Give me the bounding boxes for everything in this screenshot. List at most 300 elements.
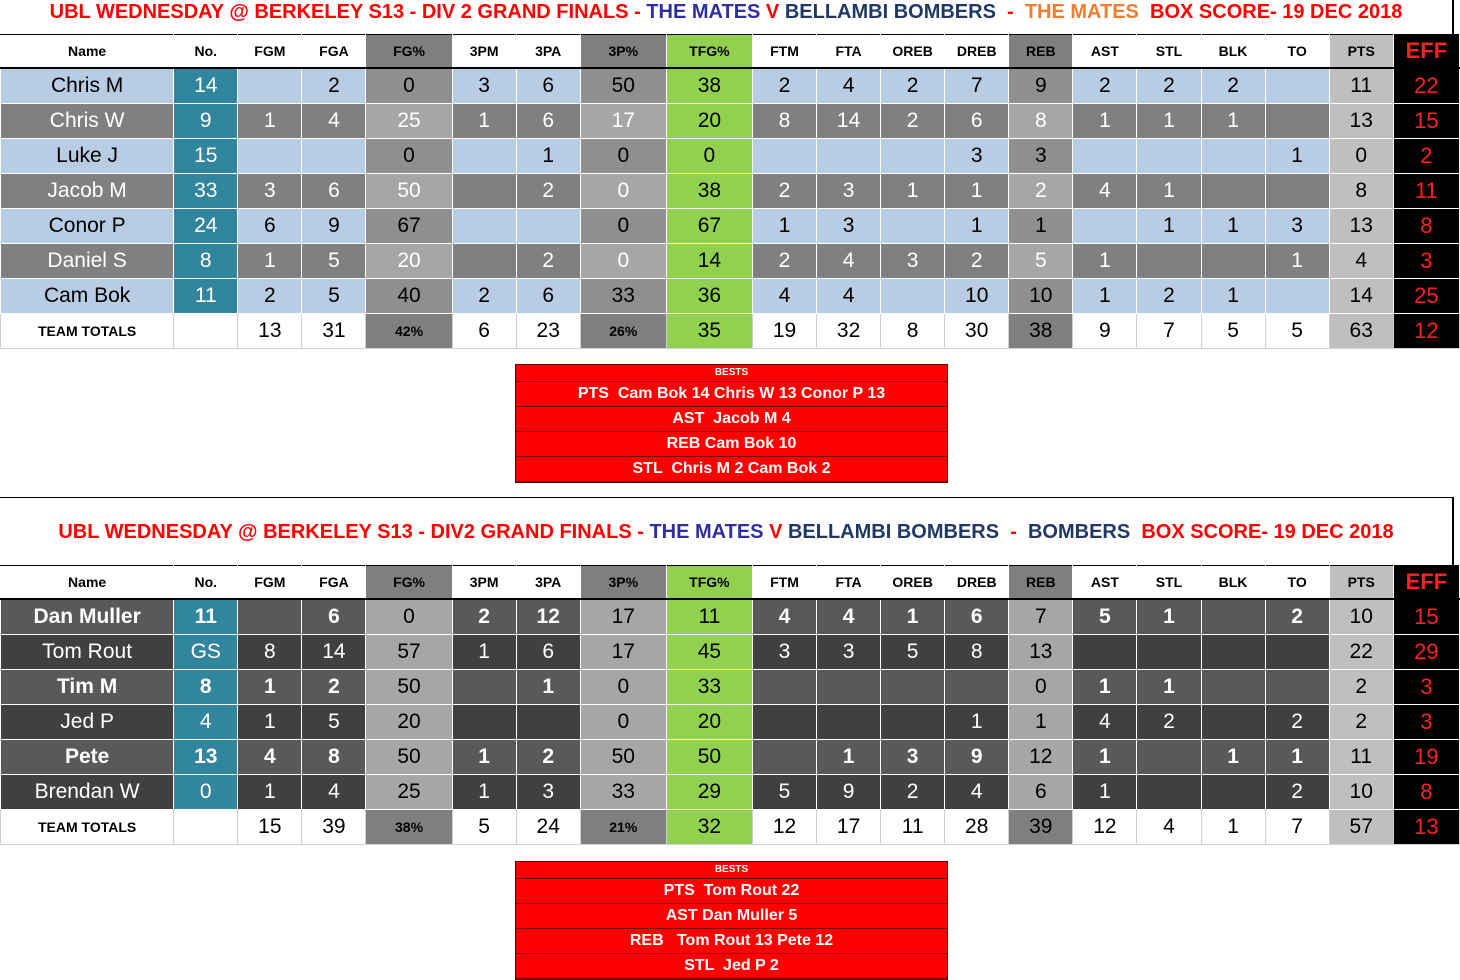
column-header-name: Name bbox=[1, 566, 174, 600]
stat-dreb: 9 bbox=[945, 740, 1009, 775]
player-row bbox=[1, 174, 1460, 209]
stat-dreb: 1 bbox=[945, 174, 1009, 209]
bests-header: BESTS bbox=[516, 862, 947, 879]
stat-fga: 2 bbox=[302, 68, 366, 104]
stat-fga: 5 bbox=[302, 244, 366, 279]
stat-3p: 17 bbox=[580, 599, 666, 635]
stat-fga: 8 bbox=[302, 740, 366, 775]
stat-3p: 0 bbox=[580, 139, 666, 174]
title-prefix: UBL WEDNESDAY @ BERKELEY S13 - DIV 2 GRAND FINALS - bbox=[49, 1, 647, 23]
stat-ast: 1 bbox=[1073, 279, 1137, 314]
bests-line: STL Chris M 2 Cam Bok 2 bbox=[516, 457, 947, 482]
stat-reb: 7 bbox=[1009, 599, 1073, 635]
total-to: 7 bbox=[1265, 810, 1329, 845]
total-3pm: 5 bbox=[452, 810, 516, 845]
stat-pts: 10 bbox=[1329, 599, 1393, 635]
player-name: Conor P bbox=[1, 209, 174, 244]
player-name: Jed P bbox=[1, 705, 174, 740]
total-fgm: 15 bbox=[238, 810, 302, 845]
stat-no: 8 bbox=[174, 670, 238, 705]
stat-eff: 22 bbox=[1393, 68, 1459, 104]
header-row bbox=[1, 566, 1460, 600]
stat-stl: 2 bbox=[1137, 68, 1201, 104]
total-fga: 39 bbox=[302, 810, 366, 845]
stat-dreb bbox=[945, 670, 1009, 705]
stat-fgm: 4 bbox=[238, 740, 302, 775]
stat-3pm: 2 bbox=[452, 599, 516, 635]
stat-ftm: 5 bbox=[752, 775, 816, 810]
stat-oreb bbox=[881, 209, 945, 244]
total-3pa: 24 bbox=[516, 810, 580, 845]
stat-stl bbox=[1137, 244, 1201, 279]
stat-eff: 15 bbox=[1393, 599, 1459, 635]
stat-3pa: 6 bbox=[516, 104, 580, 139]
column-header-3pm: 3PM bbox=[452, 35, 516, 69]
column-header-ast: AST bbox=[1073, 566, 1137, 600]
stat-no: 14 bbox=[174, 68, 238, 104]
total-ast: 9 bbox=[1073, 314, 1137, 349]
stat-oreb bbox=[881, 670, 945, 705]
title-bombers: BELLAMBI BOMBERS bbox=[784, 1, 996, 23]
stat-tfg: 38 bbox=[666, 174, 752, 209]
stat-reb: 0 bbox=[1009, 670, 1073, 705]
stat-no: GS bbox=[174, 635, 238, 670]
header-row bbox=[1, 35, 1460, 69]
stat-fg: 20 bbox=[366, 244, 452, 279]
stat-fta: 14 bbox=[817, 104, 881, 139]
bests-line: PTS Cam Bok 14 Chris W 13 Conor P 13 bbox=[516, 382, 947, 407]
stat-pts: 4 bbox=[1329, 244, 1393, 279]
column-header-fga: FGA bbox=[302, 566, 366, 600]
stat-eff: 8 bbox=[1393, 775, 1459, 810]
total-fta: 32 bbox=[817, 314, 881, 349]
total-ftm: 19 bbox=[752, 314, 816, 349]
stat-no: 8 bbox=[174, 244, 238, 279]
stat-ftm: 3 bbox=[752, 635, 816, 670]
stat-tfg: 11 bbox=[666, 599, 752, 635]
total-3p: 21% bbox=[580, 810, 666, 845]
stat-blk bbox=[1201, 174, 1265, 209]
stat-3p: 0 bbox=[580, 670, 666, 705]
stat-ast: 1 bbox=[1073, 104, 1137, 139]
stat-tfg: 38 bbox=[666, 68, 752, 104]
stat-stl bbox=[1137, 775, 1201, 810]
team-totals-label: TEAM TOTALS bbox=[1, 314, 174, 349]
stat-oreb: 1 bbox=[881, 599, 945, 635]
player-row bbox=[1, 209, 1460, 244]
stat-to bbox=[1265, 68, 1329, 104]
stat-stl: 1 bbox=[1137, 174, 1201, 209]
stat-to: 2 bbox=[1265, 705, 1329, 740]
column-header-blk: BLK bbox=[1201, 566, 1265, 600]
stat-stl: 1 bbox=[1137, 209, 1201, 244]
stat-fga: 4 bbox=[302, 104, 366, 139]
stat-blk: 1 bbox=[1201, 279, 1265, 314]
stat-3pm bbox=[452, 244, 516, 279]
stat-dreb: 6 bbox=[945, 599, 1009, 635]
stat-3p: 50 bbox=[580, 740, 666, 775]
stat-ftm: 8 bbox=[752, 104, 816, 139]
stat-no: 9 bbox=[174, 104, 238, 139]
stat-oreb bbox=[881, 705, 945, 740]
total-fgm: 13 bbox=[238, 314, 302, 349]
stat-fta: 1 bbox=[817, 740, 881, 775]
stat-blk bbox=[1201, 775, 1265, 810]
stat-no: 33 bbox=[174, 174, 238, 209]
stat-ast: 1 bbox=[1073, 740, 1137, 775]
column-header-fta: FTA bbox=[817, 35, 881, 69]
player-name: Jacob M bbox=[1, 174, 174, 209]
stat-oreb: 3 bbox=[881, 244, 945, 279]
stat-fgm: 8 bbox=[238, 635, 302, 670]
stat-ftm bbox=[752, 705, 816, 740]
stat-fg: 50 bbox=[366, 174, 452, 209]
stat-fta: 4 bbox=[817, 599, 881, 635]
column-header-name: Name bbox=[1, 35, 174, 69]
stat-3pm: 1 bbox=[452, 635, 516, 670]
player-row bbox=[1, 104, 1460, 139]
stat-eff: 3 bbox=[1393, 705, 1459, 740]
stat-ast bbox=[1073, 209, 1137, 244]
player-row bbox=[1, 635, 1460, 670]
column-header-eff: EFF bbox=[1393, 566, 1459, 600]
stat-fgm: 1 bbox=[238, 104, 302, 139]
column-header-pts: PTS bbox=[1329, 35, 1393, 69]
column-header-no: No. bbox=[174, 566, 238, 600]
stat-no: 11 bbox=[174, 599, 238, 635]
stat-dreb: 8 bbox=[945, 635, 1009, 670]
stat-reb: 1 bbox=[1009, 705, 1073, 740]
stat-to: 2 bbox=[1265, 599, 1329, 635]
stat-eff: 8 bbox=[1393, 209, 1459, 244]
stat-blk bbox=[1201, 670, 1265, 705]
stat-stl bbox=[1137, 740, 1201, 775]
stat-fgm: 1 bbox=[238, 244, 302, 279]
stat-3pm bbox=[452, 209, 516, 244]
box-score-table-bombers bbox=[0, 565, 1460, 845]
stat-fgm bbox=[238, 68, 302, 104]
player-row bbox=[1, 775, 1460, 810]
stat-pts: 14 bbox=[1329, 279, 1393, 314]
stat-ftm: 1 bbox=[752, 209, 816, 244]
column-header-fgm: FGM bbox=[238, 566, 302, 600]
stat-fta: 4 bbox=[817, 244, 881, 279]
stat-3pm: 1 bbox=[452, 740, 516, 775]
stat-fta: 3 bbox=[817, 209, 881, 244]
stat-no: 0 bbox=[174, 775, 238, 810]
total-fg: 38% bbox=[366, 810, 452, 845]
stat-fga: 6 bbox=[302, 599, 366, 635]
stat-tfg: 33 bbox=[666, 670, 752, 705]
stat-oreb: 2 bbox=[881, 104, 945, 139]
stat-3p: 17 bbox=[580, 635, 666, 670]
divider bbox=[1452, 0, 1454, 34]
stat-ast bbox=[1073, 635, 1137, 670]
stat-ast: 1 bbox=[1073, 670, 1137, 705]
title-v: V bbox=[763, 521, 788, 543]
stat-3p: 33 bbox=[580, 775, 666, 810]
stat-fg: 50 bbox=[366, 740, 452, 775]
stat-reb: 10 bbox=[1009, 279, 1073, 314]
stat-oreb bbox=[881, 279, 945, 314]
stat-blk bbox=[1201, 635, 1265, 670]
column-header-fta: FTA bbox=[817, 566, 881, 600]
column-header-tfg: TFG% bbox=[666, 35, 752, 69]
stat-ftm: 4 bbox=[752, 599, 816, 635]
stat-no: 13 bbox=[174, 740, 238, 775]
title-team: BOMBERS bbox=[1027, 521, 1131, 543]
column-header-ftm: FTM bbox=[752, 35, 816, 69]
stat-dreb: 10 bbox=[945, 279, 1009, 314]
stat-ast: 4 bbox=[1073, 174, 1137, 209]
stat-3p: 33 bbox=[580, 279, 666, 314]
stat-stl bbox=[1137, 635, 1201, 670]
stat-pts: 2 bbox=[1329, 670, 1393, 705]
stat-fg: 57 bbox=[366, 635, 452, 670]
stat-fg: 67 bbox=[366, 209, 452, 244]
player-name: Brendan W bbox=[1, 775, 174, 810]
column-header-to: TO bbox=[1265, 35, 1329, 69]
total-3p: 26% bbox=[580, 314, 666, 349]
stat-3pa: 2 bbox=[516, 174, 580, 209]
column-header-3pa: 3PA bbox=[516, 566, 580, 600]
stat-to: 3 bbox=[1265, 209, 1329, 244]
stat-oreb: 2 bbox=[881, 68, 945, 104]
column-header-ast: AST bbox=[1073, 35, 1137, 69]
stat-fgm bbox=[238, 139, 302, 174]
box-score-title-mates bbox=[0, 1, 1452, 24]
total-pts: 57 bbox=[1329, 810, 1393, 845]
stat-tfg: 20 bbox=[666, 104, 752, 139]
stat-3pm: 3 bbox=[452, 68, 516, 104]
stat-pts: 0 bbox=[1329, 139, 1393, 174]
column-header-3p: 3P% bbox=[580, 35, 666, 69]
stat-to bbox=[1265, 670, 1329, 705]
column-header-pts: PTS bbox=[1329, 566, 1393, 600]
total-reb: 39 bbox=[1009, 810, 1073, 845]
stat-eff: 19 bbox=[1393, 740, 1459, 775]
bests-line: REB Cam Bok 10 bbox=[516, 432, 947, 457]
stat-tfg: 20 bbox=[666, 705, 752, 740]
stat-tfg: 0 bbox=[666, 139, 752, 174]
stat-stl bbox=[1137, 139, 1201, 174]
bests-panel-mates bbox=[515, 364, 948, 483]
stat-3pa bbox=[516, 705, 580, 740]
stat-reb: 2 bbox=[1009, 174, 1073, 209]
stat-fta: 3 bbox=[817, 174, 881, 209]
stat-fta bbox=[817, 139, 881, 174]
stat-oreb: 5 bbox=[881, 635, 945, 670]
stat-3pm bbox=[452, 705, 516, 740]
total-fg: 42% bbox=[366, 314, 452, 349]
stat-3pm bbox=[452, 139, 516, 174]
stat-3pa: 6 bbox=[516, 68, 580, 104]
stat-to bbox=[1265, 104, 1329, 139]
team-totals-label: TEAM TOTALS bbox=[1, 810, 174, 845]
title-prefix: UBL WEDNESDAY @ BERKELEY S13 - DIV2 GRAND FINALS - bbox=[58, 521, 650, 543]
stat-reb: 3 bbox=[1009, 139, 1073, 174]
stat-pts: 13 bbox=[1329, 209, 1393, 244]
stat-eff: 3 bbox=[1393, 244, 1459, 279]
stat-fta bbox=[817, 670, 881, 705]
stat-fgm: 2 bbox=[238, 279, 302, 314]
stat-no: 15 bbox=[174, 139, 238, 174]
stat-tfg: 45 bbox=[666, 635, 752, 670]
title-suffix: BOX SCORE- 19 DEC 2018 bbox=[1138, 1, 1403, 23]
stat-oreb: 3 bbox=[881, 740, 945, 775]
stat-fga bbox=[302, 139, 366, 174]
stat-ast: 2 bbox=[1073, 68, 1137, 104]
stat-eff: 3 bbox=[1393, 670, 1459, 705]
stat-blk bbox=[1201, 139, 1265, 174]
stat-blk: 2 bbox=[1201, 68, 1265, 104]
player-row bbox=[1, 68, 1460, 104]
team-totals-row bbox=[1, 314, 1460, 349]
bests-line: PTS Tom Rout 22 bbox=[516, 879, 947, 904]
stat-fgm: 6 bbox=[238, 209, 302, 244]
stat-pts: 13 bbox=[1329, 104, 1393, 139]
player-name: Cam Bok bbox=[1, 279, 174, 314]
stat-pts: 8 bbox=[1329, 174, 1393, 209]
stat-eff: 29 bbox=[1393, 635, 1459, 670]
column-header-blk: BLK bbox=[1201, 35, 1265, 69]
stat-fta bbox=[817, 705, 881, 740]
stat-fga: 4 bbox=[302, 775, 366, 810]
stat-3pa: 12 bbox=[516, 599, 580, 635]
stat-fga: 2 bbox=[302, 670, 366, 705]
stat-to bbox=[1265, 279, 1329, 314]
player-name: Chris W bbox=[1, 104, 174, 139]
stat-fg: 0 bbox=[366, 599, 452, 635]
stat-to: 2 bbox=[1265, 775, 1329, 810]
stat-ftm: 4 bbox=[752, 279, 816, 314]
column-header-dreb: DREB bbox=[945, 566, 1009, 600]
total-fta: 17 bbox=[817, 810, 881, 845]
total-no bbox=[174, 810, 238, 845]
bests-line: AST Dan Muller 5 bbox=[516, 904, 947, 929]
total-oreb: 11 bbox=[881, 810, 945, 845]
stat-fga: 9 bbox=[302, 209, 366, 244]
stat-3p: 50 bbox=[580, 68, 666, 104]
stat-stl: 1 bbox=[1137, 670, 1201, 705]
title-dash: - bbox=[995, 1, 1025, 23]
stat-no: 11 bbox=[174, 279, 238, 314]
column-header-fg: FG% bbox=[366, 566, 452, 600]
stat-fgm: 3 bbox=[238, 174, 302, 209]
total-stl: 7 bbox=[1137, 314, 1201, 349]
stat-fgm: 1 bbox=[238, 705, 302, 740]
stat-eff: 2 bbox=[1393, 139, 1459, 174]
total-dreb: 28 bbox=[945, 810, 1009, 845]
stat-3pa: 2 bbox=[516, 740, 580, 775]
bests-panel-bombers bbox=[515, 861, 948, 980]
stat-tfg: 50 bbox=[666, 740, 752, 775]
stat-ftm: 2 bbox=[752, 244, 816, 279]
stat-stl: 2 bbox=[1137, 279, 1201, 314]
stat-tfg: 67 bbox=[666, 209, 752, 244]
column-header-oreb: OREB bbox=[881, 35, 945, 69]
column-header-eff: EFF bbox=[1393, 35, 1459, 69]
player-name: Tom Rout bbox=[1, 635, 174, 670]
title-mates: THE MATES bbox=[646, 1, 761, 23]
stat-ast: 5 bbox=[1073, 599, 1137, 635]
stat-reb: 1 bbox=[1009, 209, 1073, 244]
stat-stl: 2 bbox=[1137, 705, 1201, 740]
column-header-fgm: FGM bbox=[238, 35, 302, 69]
bests-line: REB Tom Rout 13 Pete 12 bbox=[516, 929, 947, 954]
player-name: Chris M bbox=[1, 68, 174, 104]
total-pts: 63 bbox=[1329, 314, 1393, 349]
total-oreb: 8 bbox=[881, 314, 945, 349]
stat-no: 4 bbox=[174, 705, 238, 740]
total-eff: 13 bbox=[1393, 810, 1459, 845]
stat-eff: 25 bbox=[1393, 279, 1459, 314]
stat-dreb: 2 bbox=[945, 244, 1009, 279]
stat-to bbox=[1265, 174, 1329, 209]
box-score-table-mates bbox=[0, 34, 1460, 349]
stat-ast: 1 bbox=[1073, 775, 1137, 810]
stat-fg: 0 bbox=[366, 139, 452, 174]
player-name: Luke J bbox=[1, 139, 174, 174]
title-dash: - bbox=[999, 521, 1028, 543]
stat-fg: 20 bbox=[366, 705, 452, 740]
stat-fga: 5 bbox=[302, 279, 366, 314]
player-row bbox=[1, 740, 1460, 775]
column-header-fg: FG% bbox=[366, 35, 452, 69]
stat-tfg: 36 bbox=[666, 279, 752, 314]
stat-reb: 12 bbox=[1009, 740, 1073, 775]
stat-oreb bbox=[881, 139, 945, 174]
stat-ast: 1 bbox=[1073, 244, 1137, 279]
stat-ftm bbox=[752, 139, 816, 174]
total-tfg: 32 bbox=[666, 810, 752, 845]
stat-blk bbox=[1201, 244, 1265, 279]
column-header-reb: REB bbox=[1009, 566, 1073, 600]
stat-blk bbox=[1201, 705, 1265, 740]
stat-fg: 25 bbox=[366, 775, 452, 810]
total-3pm: 6 bbox=[452, 314, 516, 349]
total-dreb: 30 bbox=[945, 314, 1009, 349]
stat-reb: 8 bbox=[1009, 104, 1073, 139]
column-header-reb: REB bbox=[1009, 35, 1073, 69]
player-row bbox=[1, 139, 1460, 174]
stat-3p: 17 bbox=[580, 104, 666, 139]
total-reb: 38 bbox=[1009, 314, 1073, 349]
stat-3pm: 1 bbox=[452, 775, 516, 810]
stat-3pm: 2 bbox=[452, 279, 516, 314]
total-fga: 31 bbox=[302, 314, 366, 349]
stat-fta: 3 bbox=[817, 635, 881, 670]
player-name: Dan Muller bbox=[1, 599, 174, 635]
stat-ast: 4 bbox=[1073, 705, 1137, 740]
player-row bbox=[1, 670, 1460, 705]
stat-fg: 40 bbox=[366, 279, 452, 314]
title-suffix: BOX SCORE- 19 DEC 2018 bbox=[1130, 521, 1394, 543]
player-name: Tim M bbox=[1, 670, 174, 705]
column-header-3pa: 3PA bbox=[516, 35, 580, 69]
stat-3pa: 1 bbox=[516, 139, 580, 174]
bests-header: BESTS bbox=[516, 365, 947, 382]
stat-fg: 50 bbox=[366, 670, 452, 705]
team-totals-row bbox=[1, 810, 1460, 845]
player-name: Pete bbox=[1, 740, 174, 775]
stat-pts: 10 bbox=[1329, 775, 1393, 810]
stat-no: 24 bbox=[174, 209, 238, 244]
stat-3pa: 6 bbox=[516, 635, 580, 670]
divider bbox=[0, 497, 1452, 498]
title-mates: THE MATES bbox=[649, 521, 764, 543]
stat-3pm: 1 bbox=[452, 104, 516, 139]
